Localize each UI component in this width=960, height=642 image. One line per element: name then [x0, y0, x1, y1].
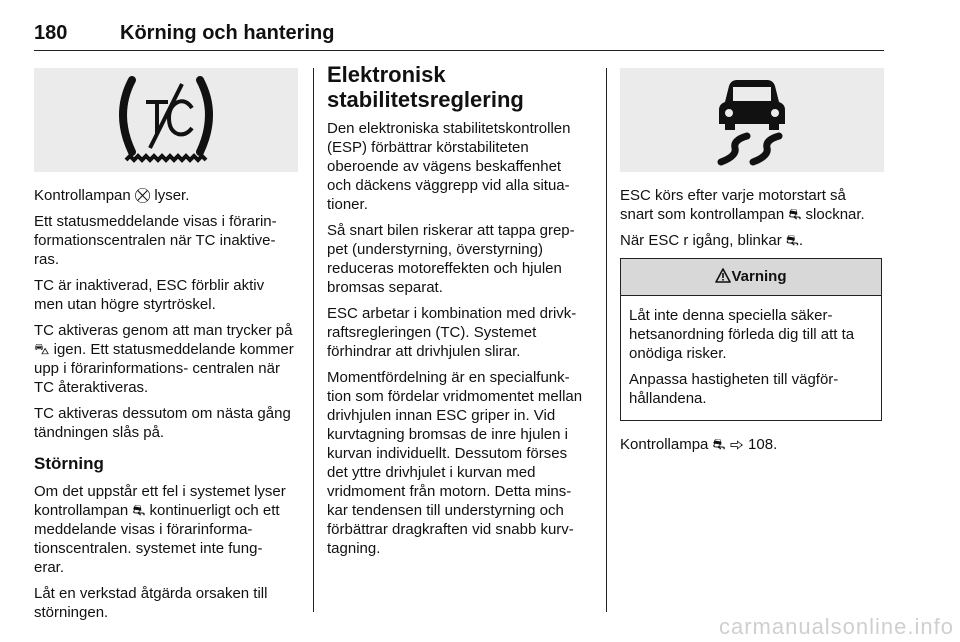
paragraph: När ESC r igång, blinkar ⛐. [620, 232, 804, 249]
column-divider [313, 68, 314, 612]
paragraph: Låt inte denna speciella säker- hetsanordning förleda dig till att ta onödiga risker. [629, 307, 855, 362]
warning-box [620, 258, 882, 421]
esc-icon-panel [620, 68, 884, 172]
paragraph: ESC körs efter varje motorstart så snart som kontrollampan ⛐ slocknar. [620, 187, 865, 223]
column-left [34, 68, 296, 629]
column-divider [606, 68, 607, 612]
warning-triangle-icon [715, 268, 731, 283]
section-heading-esc: Elektronisk stabilitetsreglering [327, 62, 524, 112]
page-header [34, 10, 884, 51]
page-number: 180 [34, 22, 68, 44]
page-title: Körning och hantering [120, 22, 335, 44]
paragraph: TC är inaktiverad, ESC förblir aktiv men utan högre styrtröskel. [34, 277, 265, 313]
warning-body [621, 296, 881, 420]
paragraph: Om det uppstår ett fel i systemet lyser kontrollampan ⛐ kontinuerligt och ett meddelande visas i förarinforma- tionscentralen. systemet inte fung- erar. [34, 483, 286, 576]
tc-off-icon-panel [34, 68, 298, 172]
section-heading-fault: Störning [34, 454, 104, 473]
paragraph: Kontrollampa ⛐ ⇨ 108. [620, 436, 778, 453]
watermark: carmanualsonline.info [718, 614, 954, 639]
skidding-car-icon [707, 72, 797, 168]
paragraph: Låt en verkstad åtgärda orsaken till störningen. [34, 585, 268, 621]
paragraph: Så snart bilen riskerar att tappa grep- pet (understyrning, överstyrning) reduceras motoreffekten och hjulen bromsas separat. [327, 222, 575, 296]
paragraph: TC aktiveras dessutom om nästa gång tändningen slås på. [34, 405, 291, 441]
column-middle [327, 62, 589, 565]
traction-control-off-icon [116, 72, 216, 168]
paragraph: TC aktiveras genom att man trycker på ⛍ igen. Ett statusmeddelande kommer upp i förarinformations- centralen när TC återaktiveras. [34, 322, 294, 396]
paragraph: Momentfördelning är en specialfunk- tion som fördelar vridmomentet mellan drivhjulen innan ESC griper in. Vid kurvtagning bromsas de inre hjulen i kurvan individuellt. Dessutom förses det yttre drivhjulet i kurvan med vridmoment från motorn. Detta mins- kar tendensen till understyrning och förbättrar dragkraften vid snabb kurv- tagning. [327, 369, 583, 557]
paragraph: Ett statusmeddelande visas i förarin- formationscentralen när TC inaktive- ras. [34, 213, 277, 268]
column-right [620, 68, 882, 461]
paragraph: Den elektroniska stabilitetskontrollen (ESP) förbättrar körstabiliteten oberoende av vägens beskaffenhet och däckens väggrepp vid alla situa- tioner. [327, 120, 571, 213]
warning-header [621, 259, 881, 296]
paragraph: Anpassa hastigheten till vägför- hållandena. [629, 371, 839, 407]
paragraph: Kontrollampan ⛒ lyser. [34, 187, 190, 204]
paragraph: ESC arbetar i kombination med drivk- raftsregleringen (TC). Systemet förhindrar att drivhjulen slirar. [327, 305, 577, 360]
warning-title: Varning [731, 268, 787, 285]
